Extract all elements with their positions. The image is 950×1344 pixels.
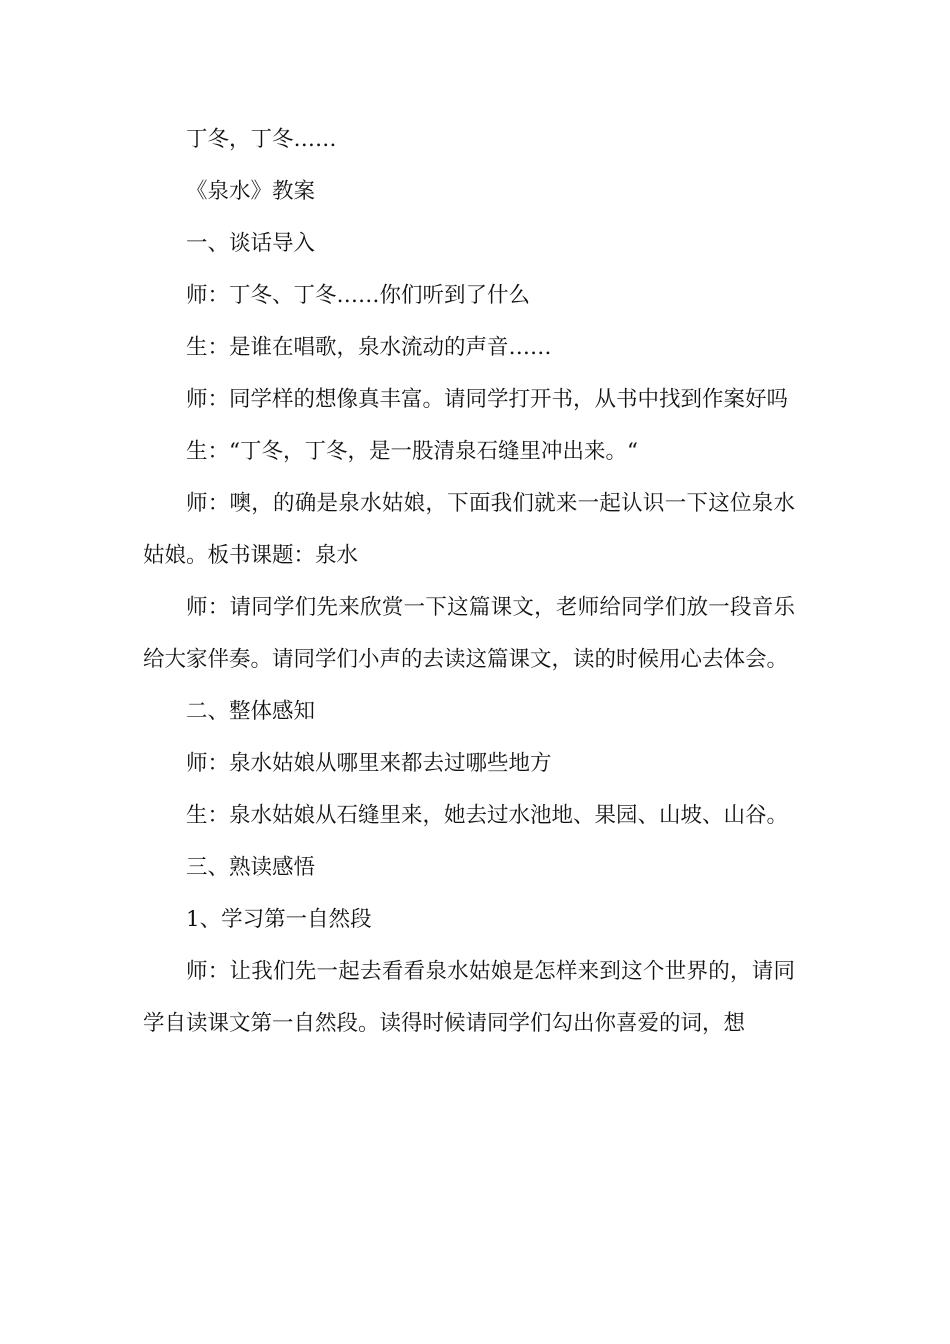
paragraph-15: 师：让我们先一起去看看泉水姑娘是怎样来到这个世界的，请同学自读课文第一自然段。读得时候请同学们勾出你喜爱的词，想 xyxy=(143,959,795,1036)
section-heading-2: 二、整体感知 xyxy=(186,699,316,724)
paragraph-11: 师：泉水姑娘从哪里来都去过哪些地方 xyxy=(186,751,552,776)
paragraph-1: 丁冬，丁冬…… xyxy=(186,127,337,152)
paragraph-5: 生：是谁在唱歌，泉水流动的声音…… xyxy=(186,335,552,360)
section-heading-1: 一、谈话导入 xyxy=(186,231,316,256)
paragraph-4: 师：丁冬、丁冬……你们听到了什么 xyxy=(186,283,531,308)
document-body xyxy=(143,114,795,1050)
subsection-heading-1: 1、学习第一自然段 xyxy=(186,907,372,932)
paragraph-7: 生：“丁冬，丁冬，是一股清泉石缝里冲出来。“ xyxy=(186,439,638,464)
paragraph-12: 生：泉水姑娘从石缝里来，她去过水池地、果园、山坡、山谷。 xyxy=(186,803,789,828)
section-heading-3: 三、熟读感悟 xyxy=(186,855,316,880)
paragraph-6: 师：同学样的想像真丰富。请同学打开书，从书中找到作案好吗 xyxy=(186,387,789,412)
paragraph-2: 《泉水》教案 xyxy=(186,179,316,204)
paragraph-9: 师：请同学们先来欣赏一下这篇课文，老师给同学们放一段音乐给大家伴奏。请同学们小声的去读这篇课文，读的时候用心去体会。 xyxy=(143,595,795,672)
paragraph-8: 师：噢，的确是泉水姑娘，下面我们就来一起认识一下这位泉水姑娘。板书课题：泉水 xyxy=(143,491,795,568)
